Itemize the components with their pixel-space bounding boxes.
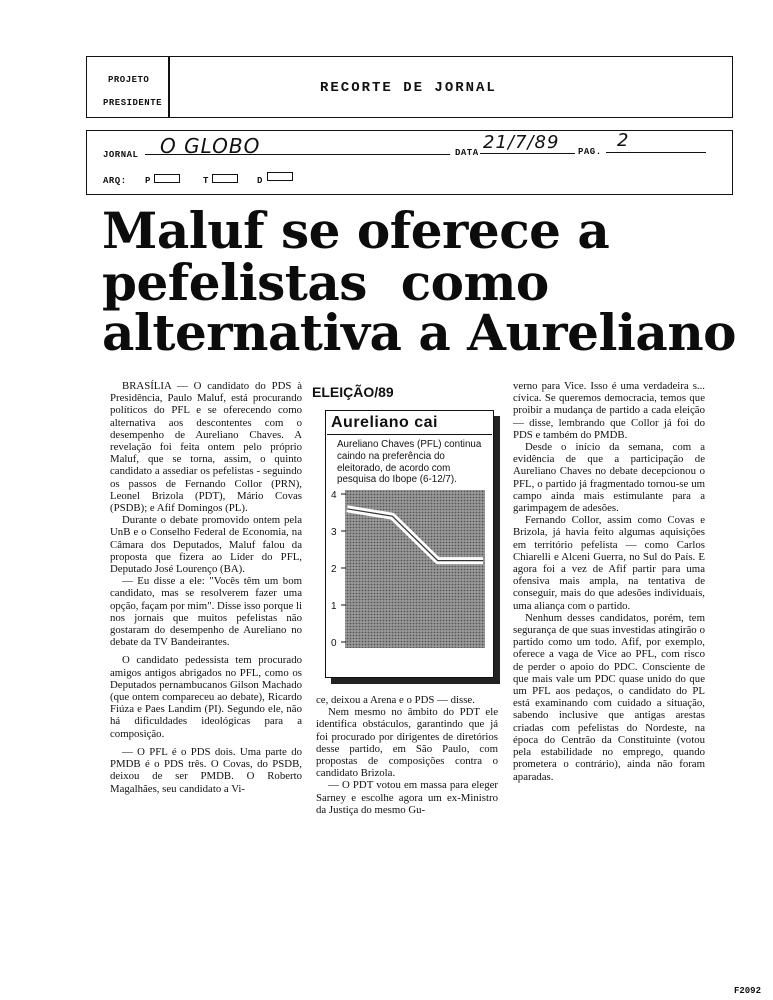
arq-d-label: D [257, 176, 263, 186]
headline-line-2: pefelistas como [102, 253, 549, 312]
form-header-divider [168, 56, 170, 118]
jornal-underline [145, 154, 450, 155]
y-tick-label: 1 [331, 601, 337, 612]
col2-paragraph-2: Nem mesmo no âmbito do PDT ele identifica obstáculos, garantindo que já foi procurado por dirigentes de diretórios desse partido, em São Paulo, com propostas de composições contra o candidato Brizola. [316, 706, 498, 780]
col1-paragraph-3: — Eu disse a ele: "Vocês têm um bom candidato, mas se resolverem fazer uma opção, façam por mim". Disse isso porque li nos jornais que muitos pefelistas não gostaram do desempenho de Aureliano no debate da TV Bandeirantes. [110, 575, 302, 649]
arq-p-box [154, 174, 180, 183]
col2-paragraph-1: ce, deixou a Arena e o PDS — disse. [316, 694, 475, 706]
article-column-2 [316, 694, 498, 816]
chart-plot [325, 484, 494, 678]
headline-line-1: Maluf se oferece a [102, 201, 610, 260]
form-title: RECORTE DE JORNAL [320, 80, 497, 96]
arq-label: ARQ: [103, 176, 127, 186]
article-column-3 [513, 380, 705, 783]
data-label: DATA [455, 148, 479, 158]
col1-paragraph-2: Durante o debate promovido ontem pela UnB e o Conselho Federal de Economia, na Câmara dos Deputados, Maluf falou da proposta que fizera ao Líder do PFL, Deputado José Lourenço (BA). [110, 514, 302, 576]
chart-title-rule [327, 434, 492, 435]
arq-p-label: P [145, 176, 151, 186]
chart-caption: Aureliano Chaves (PFL) continua caindo na preferência do eleitorado, de acordo com pesquisa do Ibope (6-12/7). [337, 439, 482, 486]
arq-t-label: T [203, 176, 209, 186]
pag-underline [606, 152, 706, 153]
col3-paragraph-4: Nenhum desses candidatos, porém, tem segurança de que suas investidas atingirão o partido como um todo. Afif, por exemplo, oferece a vaga de Vice ao PFL, com risco de perder o apoio do PDC. Consciente de que mais vale um PDC quase unido do que um PFL aos pedaços, o candidato do PL está examinando com cuidado a situação, sabendo inclusive que antigas arestas criadas com pefelistas do Nordeste, na época do Centrão da Constituinte (votou pela estabilidade no emprego, quando prometera o contrário), ainda não foram aparadas. [513, 611, 705, 783]
pag-label: PAG. [578, 147, 602, 157]
jornal-value: O GLOBO [160, 134, 261, 158]
y-tick-label: 0 [331, 638, 337, 649]
arq-t-box [212, 174, 238, 183]
chart-title: Aureliano cai [331, 414, 438, 431]
jornal-label: JORNAL [103, 150, 139, 160]
article-column-1 [110, 380, 302, 795]
pag-value: 2 [617, 130, 630, 151]
arq-d-box [267, 172, 293, 181]
projeto-label: PROJETO [108, 75, 150, 85]
presidente-label: PRESIDENTE [103, 98, 163, 108]
y-tick-label: 3 [331, 527, 337, 538]
col2-paragraph-3: — O PDT votou em massa para eleger Sarney e escolhe agora um ex-Ministro da Justiça do mesmo Gu- [316, 779, 498, 816]
col3-paragraph-2: Desde o início da semana, com a evidência de que a participação de Aureliano Chaves no debate decepcionou o PFL, o partido já fragmentado tornou-se um campo ainda mais estimulante para a garimpagem de adesões. [513, 441, 705, 515]
archive-code: F2092 [733, 986, 761, 996]
data-value: 21/7/89 [483, 132, 560, 153]
col3-paragraph-1: verno para Vice. Isso é uma verdadeira s... cívica. Se queremos democracia, temos que proibir a mudança de partido a cada eleição — disse, lembrando que Collor já foi do PDS e também do PMDB. [513, 380, 705, 441]
chart-kicker: ELEIÇÃO/89 [312, 384, 394, 400]
y-tick-label: 4 [331, 490, 337, 501]
y-tick-label: 2 [331, 564, 337, 575]
col1-paragraph-4: O candidato pedessista tem procurado amigos antigos abrigados no PFL, como os Deputados pernambucanos Gilson Machado (que ontem compareceu ao debate), Ricardo Fiúza e Paes Landim (PI). Segundo ele, não há dificuldades ideológicas para a composição. [110, 654, 302, 740]
headline-line-3: alternativa a Aureliano [102, 303, 737, 362]
col1-paragraph-1: BRASÍLIA — O candidato do PDS à Presidência, Paulo Maluf, está procurando políticos do PFL e se oferecendo como alternativa aos descontentes com o desempenho de Aureliano Chaves. A revelação foi feita ontem pelo próprio Maluf, que se torna, assim, o quinto candidato a assediar os pefelistas - seguindo os passos de Fernando Collor (PRN), Leonel Brizola (PDT), Mário Covas (PSDB); e Afif Domingos (PL). [110, 380, 302, 515]
col1-paragraph-5: — O PFL é o PDS dois. Uma parte do PMDB é o PDS três. O Covas, do PSDB, deixou de ser PMDB. O Roberto Magalhães, seu candidato a Vi- [110, 745, 302, 795]
col3-paragraph-3: Fernando Collor, assim como Covas e Brizola, já havia feito algumas aquisições em território pefelista — como Carlos Chiarelli e Alceni Guerra, no Sul do País. E agora foi a vez de Afif partir para uma ofensiva mais ampla, na tentativa de conseguir, mais do que adesões individuais, uma aliança com o partido. [513, 514, 705, 612]
data-underline [480, 153, 575, 154]
